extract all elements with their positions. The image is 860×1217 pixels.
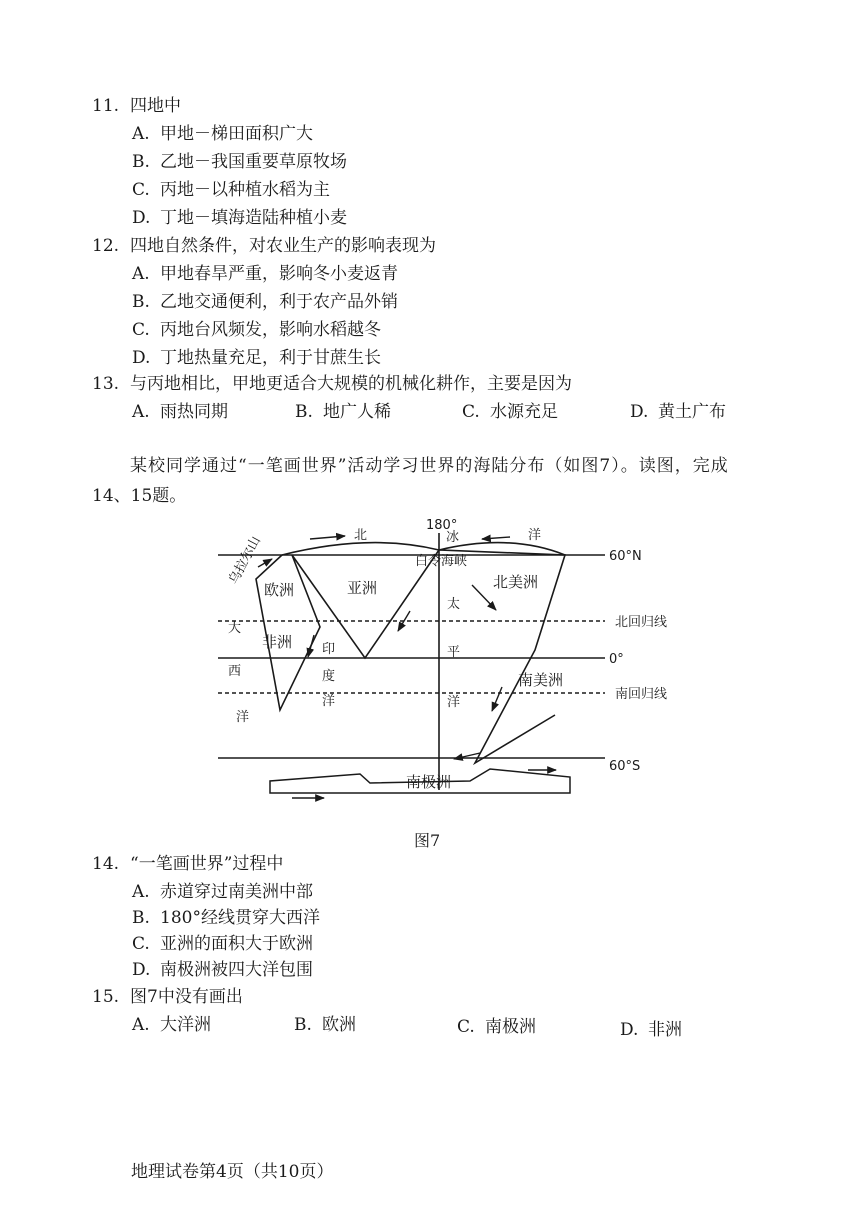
question-13-stem [92,373,572,395]
arrow-arctic-1 [310,536,345,539]
intro-line-2: 14、15题。 [92,486,187,506]
question-text: 四地中 [130,96,181,116]
option-label: A. [132,402,150,422]
option-label: C. [462,402,480,422]
label-atlantic-3: 洋 [236,710,250,725]
option-label: A. [132,124,150,144]
question-number: 11. [92,96,120,116]
question-number: 12. [92,236,120,256]
label-north-america: 北美洲 [493,573,539,591]
option-label: D. [620,1020,639,1040]
option-text: 丁地－填海造陆种植小麦 [160,208,347,228]
question-12-option-c[interactable] [132,319,381,341]
label-atlantic-1: 大 [228,621,242,636]
label-bering-strait: 白令海峡 [415,554,468,569]
option-text: 乙地－我国重要草原牧场 [160,152,347,172]
question-text: 四地自然条件，对农业生产的影响表现为 [130,236,436,256]
label-antarctica: 南极洲 [406,773,452,791]
question-12-option-d[interactable] [132,347,381,369]
question-text: 与丙地相比，甲地更适合大规模的机械化耕作，主要是因为 [130,374,572,394]
label-pacific-1: 太 [447,597,461,612]
option-text: 乙地交通便利，利于农产品外销 [160,292,398,312]
arrow-africa [308,635,314,657]
option-label: B. [294,1015,312,1035]
question-number: 13. [92,374,120,394]
option-label: D. [630,402,649,422]
question-11-option-c[interactable] [132,179,330,201]
intro-line-1: 某校同学通过“一笔画世界”活动学习世界的海陆分布（如图7）。读图，完成 [130,456,729,476]
question-12-option-a[interactable] [132,263,398,285]
option-text: 南极洲 [485,1017,536,1037]
option-label: B. [132,292,150,312]
figure-caption: 图7 [414,831,441,850]
option-label: B. [132,152,150,172]
option-text: 欧洲 [322,1015,356,1035]
label-indian-1: 印 [322,642,336,657]
label-indian-2: 度 [322,669,336,684]
arrow-south-america [492,687,502,711]
question-number: 14. [92,854,120,874]
option-text: 赤道穿过南美洲中部 [160,882,313,902]
question-11-stem [92,95,181,117]
option-label: C. [457,1017,475,1037]
option-text: 甲地春旱严重，影响冬小麦返青 [160,264,398,284]
option-label: C. [132,320,150,340]
option-label: B. [132,908,150,928]
option-text: 黄土广布 [658,402,726,422]
arrow-arctic-2 [482,537,510,539]
label-pacific-3: 洋 [447,695,461,710]
question-15-option-c[interactable] [457,1016,536,1038]
question-15-option-a[interactable] [132,1014,211,1036]
option-label: D. [132,348,151,368]
label-south-america: 南美洲 [518,671,564,689]
question-15-stem [92,986,243,1008]
label-tropic-south: 南回归线 [615,687,668,702]
option-text: 丙地－以种植水稻为主 [160,180,330,200]
option-text: 大洋洲 [160,1015,211,1035]
question-13-option-d[interactable] [630,401,726,423]
option-text: 非洲 [648,1020,682,1040]
option-text: 雨热同期 [160,402,228,422]
option-text: 甲地－梯田面积广大 [160,124,313,144]
option-label: A. [132,882,150,902]
label-60n: 60°N [609,549,642,564]
question-14-option-b[interactable] [132,907,320,929]
question-11-option-a[interactable] [132,123,313,145]
option-label: D. [132,960,151,980]
question-15-option-b[interactable] [294,1014,356,1036]
question-14-option-a[interactable] [132,881,313,903]
label-arctic-1: 北 [354,528,368,543]
label-asia: 亚洲 [347,579,378,597]
option-label: C. [132,180,150,200]
label-pacific-2: 平 [447,645,461,660]
question-14-option-d[interactable] [132,959,313,981]
option-label: D. [132,208,151,228]
option-label: B. [295,402,313,422]
question-13-option-b[interactable] [295,401,391,423]
question-13-option-c[interactable] [462,401,558,423]
label-europe: 欧洲 [264,581,295,599]
option-text: 亚洲的面积大于欧洲 [160,934,313,954]
question-12-stem [92,235,436,257]
question-number: 15. [92,987,120,1007]
question-text: “一笔画世界”过程中 [130,854,284,874]
question-text: 图7中没有画出 [130,987,243,1007]
label-meridian-180: 180° [426,518,458,533]
option-text: 南极洲被四大洋包围 [160,960,313,980]
option-text: 丁地热量充足，利于甘蔗生长 [160,348,381,368]
option-text: 180°经线贯穿大西洋 [160,908,320,928]
option-text: 丙地台风频发，影响水稻越冬 [160,320,381,340]
label-africa: 非洲 [262,633,293,651]
figure-7-map [210,515,680,805]
option-text: 地广人稀 [323,402,391,422]
label-equator: 0° [609,652,624,667]
question-13-options [132,401,772,423]
label-arctic-3: 洋 [528,528,542,543]
label-tropic-north: 北回归线 [615,615,668,630]
option-text: 水源充足 [490,402,558,422]
label-ural-mountains: 乌拉尔山 [226,533,264,587]
question-13-option-a[interactable] [132,401,228,423]
page-footer: 地理试卷第4页（共10页） [131,1162,334,1182]
question-14-stem [92,853,283,875]
option-label: C. [132,934,150,954]
label-atlantic-2: 西 [228,664,242,679]
label-arctic-2: 冰 [446,530,460,545]
question-15-options [132,1014,772,1040]
question-11-option-b[interactable] [132,151,347,173]
option-label: A. [132,264,150,284]
label-indian-3: 洋 [322,694,336,709]
question-15-option-d[interactable] [620,1019,682,1041]
question-11-option-d[interactable] [132,207,347,229]
question-14-option-c[interactable] [132,933,313,955]
question-12-option-b[interactable] [132,291,398,313]
label-60s: 60°S [609,759,641,774]
option-label: A. [132,1015,150,1035]
